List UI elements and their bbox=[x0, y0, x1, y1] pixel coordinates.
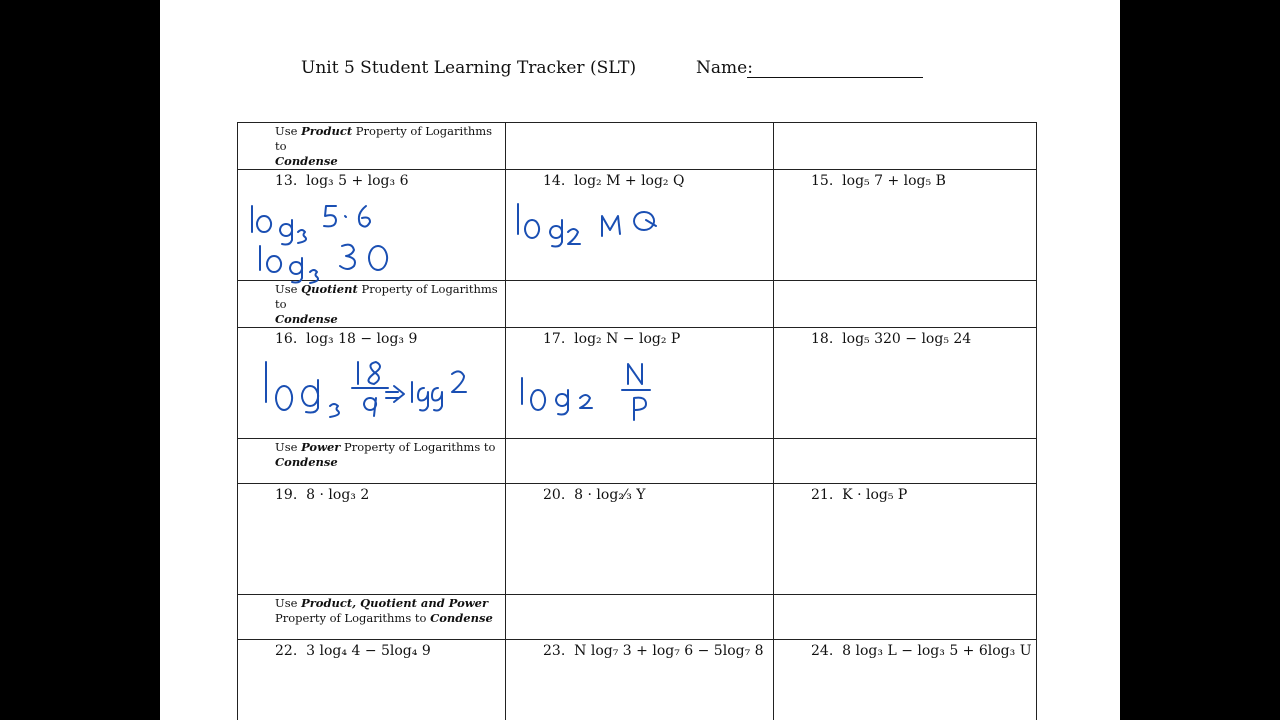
instruction-cell bbox=[238, 595, 506, 640]
problem-cell[interactable] bbox=[774, 640, 1037, 720]
empty-cell bbox=[506, 281, 774, 328]
instruction-text: Use Power Property of Logarithms to Condense bbox=[275, 440, 496, 469]
problem-expression: N log₇ 3 + log₇ 6 − 5log₇ 8 bbox=[574, 643, 764, 659]
instruction-cell bbox=[238, 439, 506, 484]
problem-number: 20. bbox=[543, 487, 566, 503]
problem-row bbox=[238, 640, 1037, 720]
name-label: Name: bbox=[696, 58, 753, 78]
instruction-cell bbox=[238, 123, 506, 170]
problem-expression: 8 · log₂⁄₃ Y bbox=[574, 487, 646, 503]
problem-number: 16. bbox=[275, 331, 298, 347]
problem-number: 18. bbox=[811, 331, 834, 347]
problem-row bbox=[238, 328, 1037, 439]
problem-expression: log₃ 5 + log₃ 6 bbox=[306, 173, 409, 189]
problem-cell[interactable] bbox=[238, 170, 506, 281]
problem-cell[interactable] bbox=[238, 328, 506, 439]
problem-cell[interactable] bbox=[506, 484, 774, 595]
section-header-row bbox=[238, 123, 1037, 170]
handwritten-work-17 bbox=[506, 328, 774, 438]
problem-cell[interactable] bbox=[506, 170, 774, 281]
problem-number: 22. bbox=[275, 643, 298, 659]
section-header-row bbox=[238, 595, 1037, 640]
empty-cell bbox=[774, 123, 1037, 170]
problem-expression: 8 · log₃ 2 bbox=[306, 487, 370, 503]
problem-expression: 3 log₄ 4 − 5log₄ 9 bbox=[306, 643, 431, 659]
problem-cell[interactable] bbox=[238, 640, 506, 720]
handwritten-work-13 bbox=[238, 170, 506, 280]
empty-cell bbox=[774, 281, 1037, 328]
problem-cell[interactable] bbox=[774, 484, 1037, 595]
empty-cell bbox=[774, 595, 1037, 640]
problem-number: 15. bbox=[811, 173, 834, 189]
problem-expression: 8 log₃ L − log₃ 5 + 6log₃ U bbox=[842, 643, 1032, 659]
instruction-text: Use Product Property of Logarithms to Condense bbox=[275, 124, 493, 168]
problem-number: 23. bbox=[543, 643, 566, 659]
empty-cell bbox=[506, 595, 774, 640]
problem-number: 24. bbox=[811, 643, 834, 659]
worksheet-page bbox=[160, 0, 1120, 720]
handwritten-work-14 bbox=[506, 170, 774, 280]
instruction-cell bbox=[238, 281, 506, 328]
section-header-row bbox=[238, 439, 1037, 484]
problem-expression: log₂ M + log₂ Q bbox=[574, 173, 685, 189]
problem-expression: K · log₅ P bbox=[842, 487, 908, 503]
problem-expression: log₅ 7 + log₅ B bbox=[842, 173, 946, 189]
problem-cell[interactable] bbox=[774, 170, 1037, 281]
problem-number: 19. bbox=[275, 487, 298, 503]
problem-expression: log₅ 320 − log₅ 24 bbox=[842, 331, 972, 347]
problem-number: 14. bbox=[543, 173, 566, 189]
problem-expression: log₂ N − log₂ P bbox=[574, 331, 681, 347]
handwritten-work-16 bbox=[238, 328, 506, 438]
name-blank-line[interactable] bbox=[747, 77, 923, 78]
problem-row bbox=[238, 170, 1037, 281]
problem-number: 21. bbox=[811, 487, 834, 503]
problem-number: 17. bbox=[543, 331, 566, 347]
problem-cell[interactable] bbox=[506, 640, 774, 720]
problem-cell[interactable] bbox=[506, 328, 774, 439]
problem-table bbox=[237, 122, 1037, 720]
empty-cell bbox=[506, 439, 774, 484]
empty-cell bbox=[506, 123, 774, 170]
page-title: Unit 5 Student Learning Tracker (SLT) bbox=[301, 58, 637, 78]
problem-cell[interactable] bbox=[238, 484, 506, 595]
problem-expression: log₃ 18 − log₃ 9 bbox=[306, 331, 418, 347]
problem-row bbox=[238, 484, 1037, 595]
problem-number: 13. bbox=[275, 173, 298, 189]
section-header-row bbox=[238, 281, 1037, 328]
problem-cell[interactable] bbox=[774, 328, 1037, 439]
instruction-text: Use Quotient Property of Logarithms to Condense bbox=[275, 282, 498, 326]
instruction-text: Use Product, Quotient and Power Property of Logarithms to Condense bbox=[275, 596, 493, 625]
empty-cell bbox=[774, 439, 1037, 484]
